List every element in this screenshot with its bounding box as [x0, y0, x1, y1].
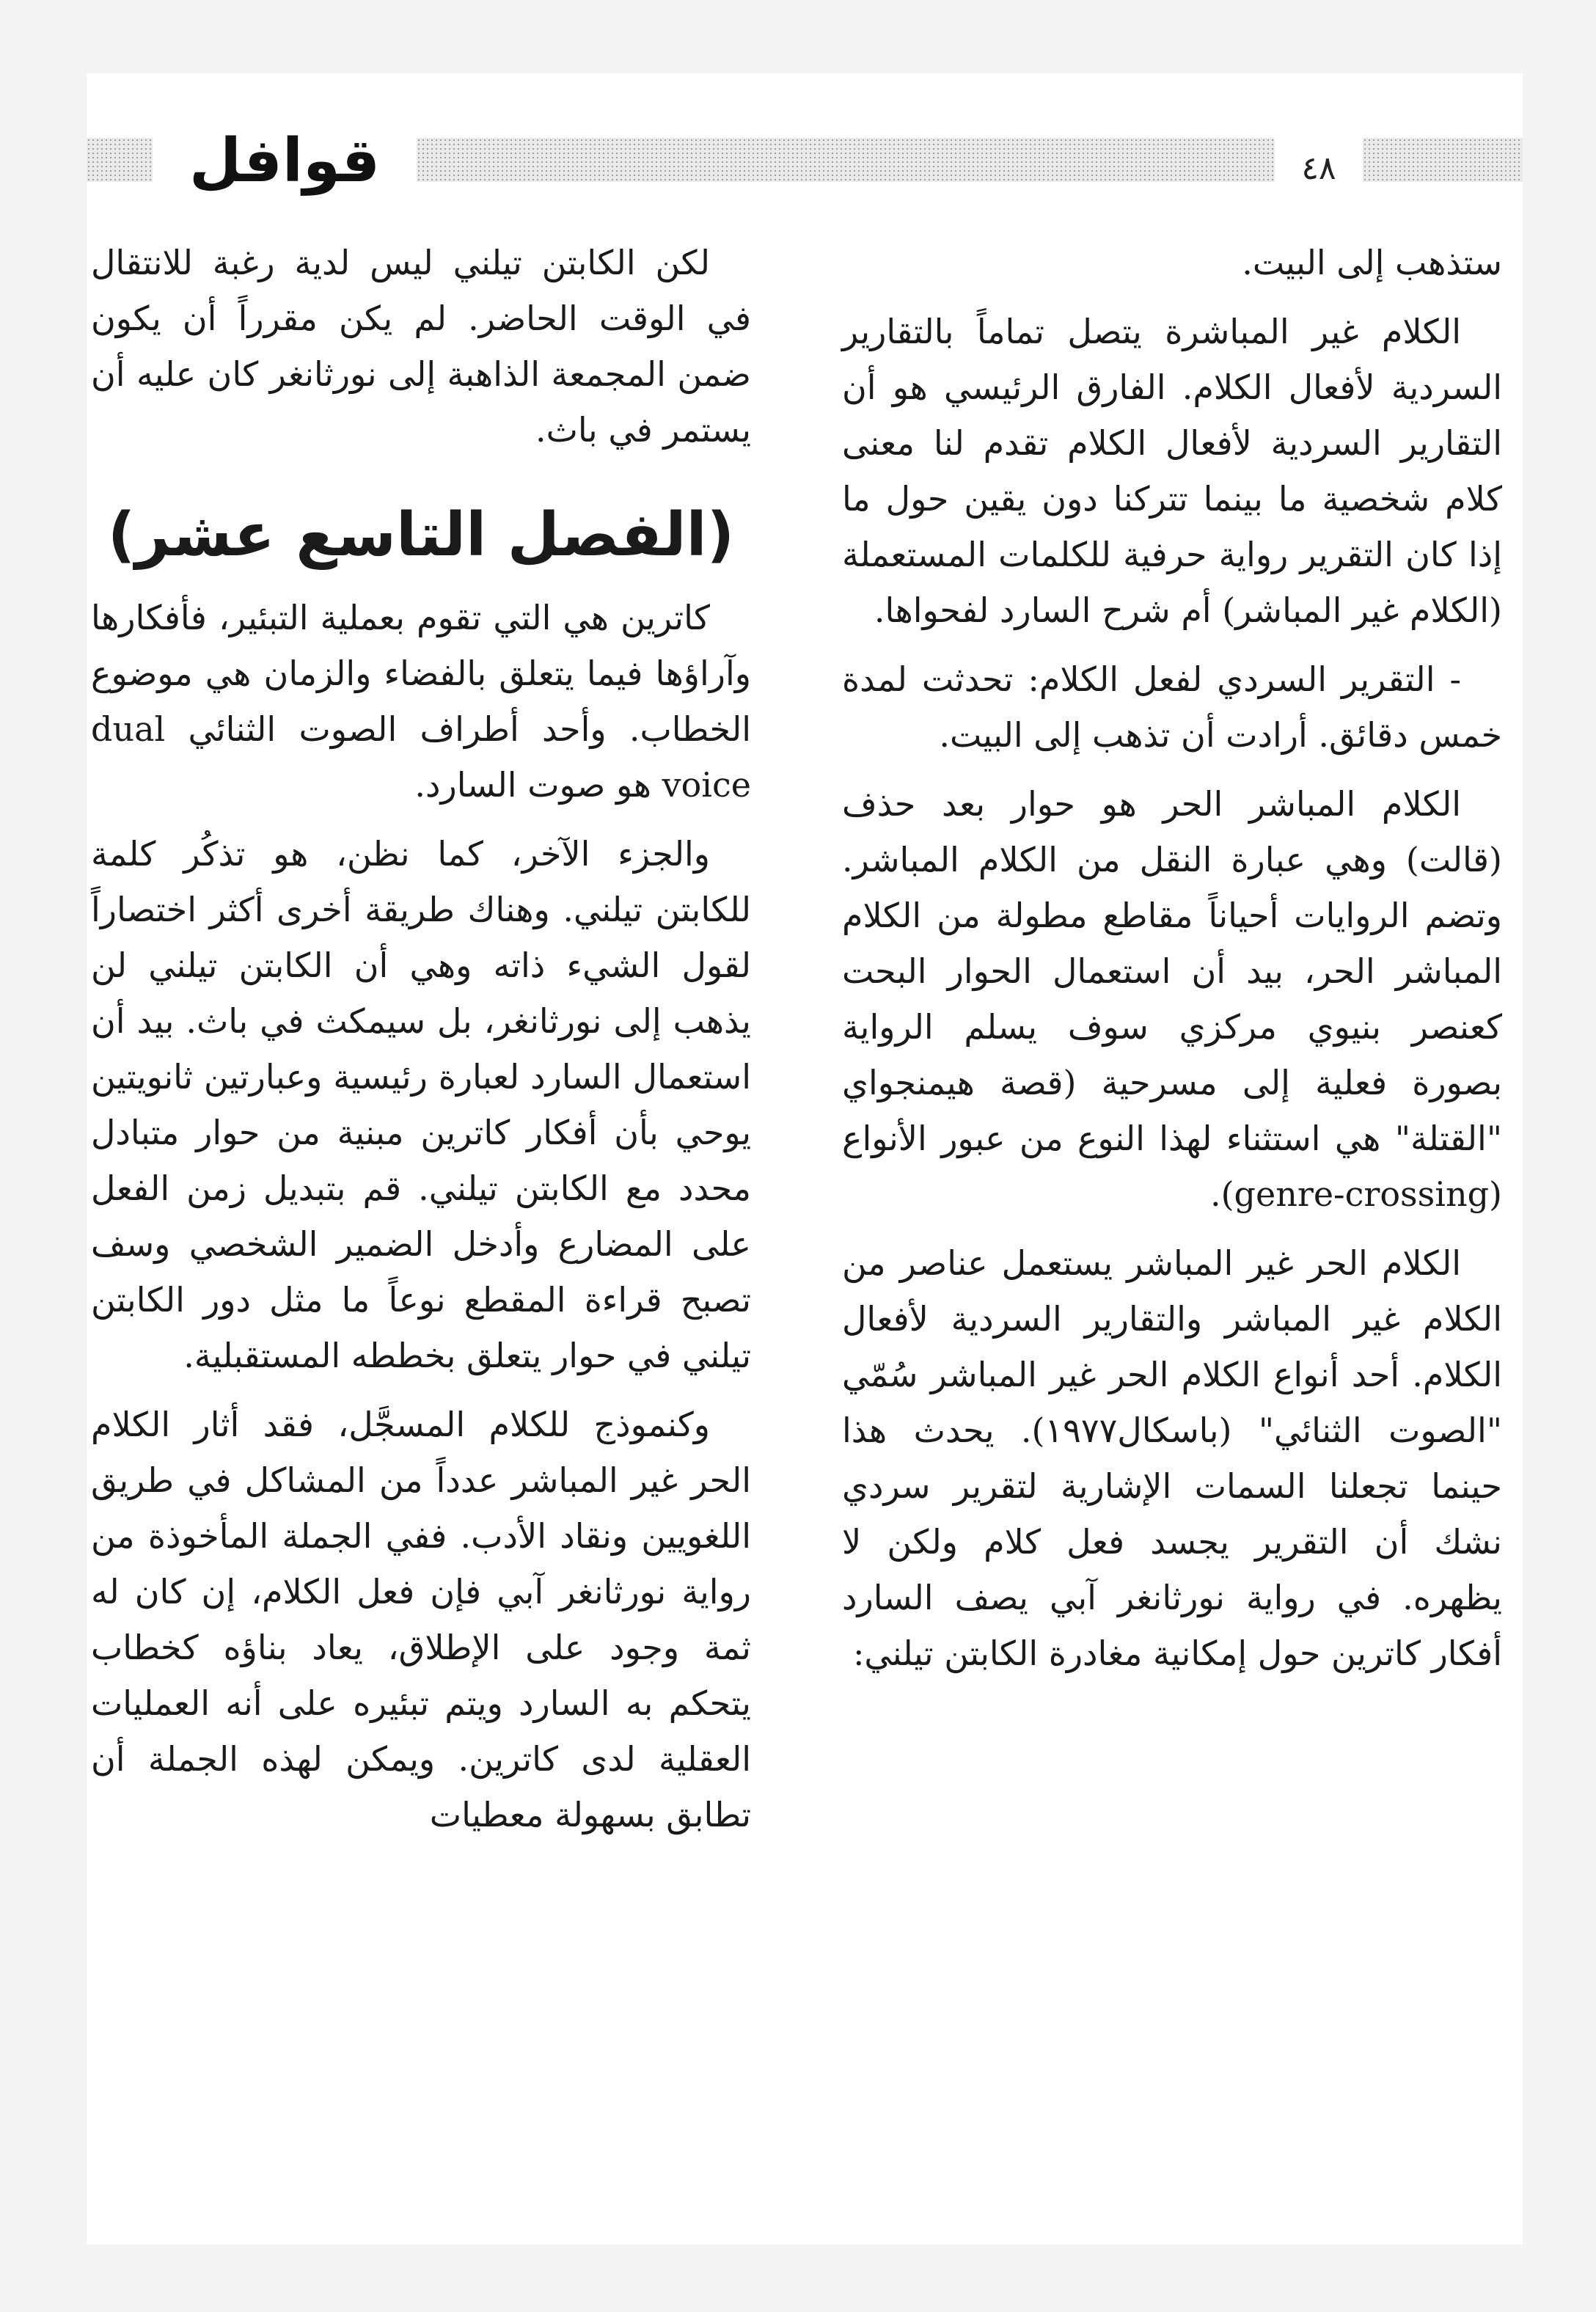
page-header — [87, 103, 1523, 196]
journal-title: قوافل — [188, 126, 381, 196]
chapter-title: (الفصل التاسع عشر) — [107, 500, 735, 570]
right-column — [842, 235, 1502, 1694]
paragraph: كاترين هي التي تقوم بعملية التبئير، فأفكارها وآراؤها فيما يتعلق بالفضاء والزمان هي موضوع الخطاب. وأحد أطراف الصوت الثنائي dual voice هو صوت السارد. — [91, 598, 751, 805]
paragraph: لكن الكابتن تيلني ليس لدية رغبة للانتقال في الوقت الحاضر. لم يكن مقرراً أن يكون ضمن المجمعة الذاهبة إلى نورثانغر كان عليه أن يستمر في باث. — [91, 243, 751, 450]
left-column — [91, 235, 751, 1856]
paragraph: الكلام الحر غير المباشر يستعمل عناصر من الكلام غير المباشر والتقارير السردية لأفعال الكلام. أحد أنواع الكلام الحر غير المباشر سُمّي "الصوت الثنائي" (باسكال١٩٧٧). يحدث هذا حينما تجعلنا السمات الإشارية لتقرير سردي نشك أن التقرير يجسد فعل كلام ولكن لا يظهره. في رواية نورثانغر آبي يصف السارد أفكار كاترين حول إمكانية مغادرة الكابتن تيلني: — [842, 1243, 1502, 1673]
paragraph: الكلام غير المباشرة يتصل تماماً بالتقارير السردية لأفعال الكلام. الفارق الرئيسي هو أن التقارير السردية لأفعال الكلام تقدم لنا معنى كلام شخصية ما بينما تتركنا دون يقين حول ما إذا كان التقرير رواية حرفية للكلمات المستعملة (الكلام غير المباشر) أم شرح السارد لفحواها. — [842, 312, 1502, 630]
paragraph: - التقرير السردي لفعل الكلام: تحدثت لمدة خمس دقائق. أرادت أن تذهب إلى البيت. — [842, 659, 1502, 755]
paragraph: ستذهب إلى البيت. — [1242, 243, 1502, 282]
paragraph: الكلام المباشر الحر هو حوار بعد حذف (قالت) وهي عبارة النقل من الكلام المباشر. وتضم الروايات أحياناً مقاطع مطولة من الكلام المباشر الحر، بيد أن استعمال الحوار البحت كعنصر بنيوي مركزي سوف يسلم الرواية بصورة فعلية إلى مسرحية (قصة هيمنجواي "القتلة" هي استثناء لهذا النوع من عبور الأنواع (genre-crossing). — [842, 784, 1502, 1214]
page-number: ٤٨ — [1301, 150, 1336, 187]
page — [87, 73, 1523, 2245]
paragraph: وكنموذج للكلام المسجَّل، فقد أثار الكلام الحر غير المباشر عدداً من المشاكل في طريق اللغويين ونقاد الأدب. ففي الجملة المأخوذة من رواية نورثانغر آبي فإن فعل الكلام، إن كان له ثمة وجود على الإطلاق، يعاد بناؤه كخطاب يتحكم به السارد ويتم تبئيره على أنه العمليات العقلية لدى كاترين. ويمكن لهذه الجملة أن تطابق بسهولة معطيات — [91, 1405, 751, 1834]
paragraph: والجزء الآخر، كما نظن، هو تذكُر كلمة للكابتن تيلني. وهناك طريقة أخرى أكثر اختصاراً لقول الشيء ذاته وهي أن الكابتن تيلني لن يذهب إلى نورثانغر، بل سيمكث في باث. بيد أن استعمال السارد لعبارة رئيسية وعبارتين ثانويتين يوحي بأن أفكار كاترين مبنية من حوار متبادل محدد مع الكابتن تيلني. قم بتبديل زمن الفعل على المضارع وأدخل الضمير الشخصي وسف تصبح قراءة المقطع نوعاً ما مثل دور الكابتن تيلني في حوار يتعلق بخططه المستقبلية. — [91, 834, 751, 1375]
